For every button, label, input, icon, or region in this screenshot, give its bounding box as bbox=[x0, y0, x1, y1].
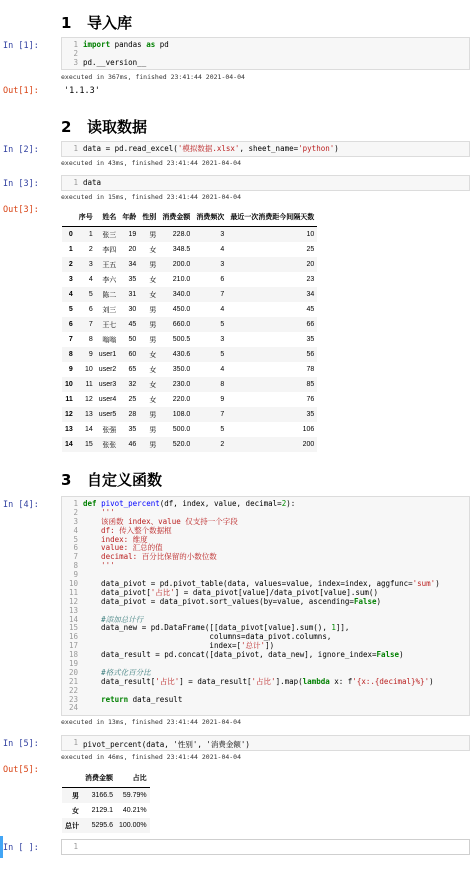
code-cell-2[interactable] bbox=[61, 141, 470, 157]
table-row bbox=[62, 362, 317, 377]
line-numbers: 1 bbox=[73, 178, 78, 187]
table-cell: 王七 bbox=[102, 321, 117, 329]
table-row bbox=[62, 287, 317, 302]
table-cell: 60 bbox=[128, 351, 137, 358]
dataframe-data bbox=[62, 208, 317, 452]
row-index: 14 bbox=[65, 441, 73, 448]
table-cell: 男 bbox=[149, 411, 157, 419]
table-cell: 85 bbox=[306, 381, 315, 388]
in-prompt-5: In [5]: bbox=[3, 739, 39, 749]
table-row bbox=[62, 332, 317, 347]
table-cell: 25 bbox=[128, 396, 137, 403]
out-prompt-3: Out[3]: bbox=[3, 205, 39, 215]
table-cell: 3 bbox=[220, 231, 225, 238]
column-header: 消费金额 bbox=[159, 208, 193, 227]
code-cell-3[interactable] bbox=[61, 175, 470, 191]
row-index: 7 bbox=[68, 336, 73, 343]
table-cell: 张张 bbox=[102, 441, 117, 449]
table-row bbox=[62, 818, 150, 833]
table-cell: 14 bbox=[85, 426, 93, 433]
row-index: 3 bbox=[68, 276, 73, 283]
row-index: 男 bbox=[72, 792, 79, 800]
table-cell: 6 bbox=[88, 306, 93, 313]
table-cell: 31 bbox=[128, 291, 137, 298]
table-cell: 65 bbox=[128, 366, 137, 373]
table-row bbox=[62, 242, 317, 257]
index-header bbox=[62, 208, 76, 227]
table-cell: 5 bbox=[220, 426, 225, 433]
table-cell: 男 bbox=[149, 321, 157, 329]
table-cell: 4 bbox=[220, 306, 225, 313]
table-cell: 35 bbox=[306, 411, 315, 418]
table-cell: 女 bbox=[149, 246, 157, 254]
code-cell-4[interactable] bbox=[61, 496, 470, 716]
code-cell-empty[interactable] bbox=[61, 839, 470, 855]
column-header: 最近一次消费距今间隔天数 bbox=[227, 208, 317, 227]
table-row bbox=[62, 317, 317, 332]
table-cell: 7 bbox=[220, 291, 225, 298]
table-cell: user4 bbox=[98, 396, 117, 403]
column-header: 姓名 bbox=[96, 208, 120, 227]
table-cell: 3 bbox=[220, 261, 225, 268]
table-cell: 200 bbox=[302, 441, 315, 448]
table-cell: 45 bbox=[306, 306, 315, 313]
table-cell: 李六 bbox=[102, 276, 117, 284]
table-header-row bbox=[62, 769, 150, 788]
table-cell: 28 bbox=[128, 411, 137, 418]
table-cell: 5 bbox=[220, 351, 225, 358]
table-cell: 40.21% bbox=[122, 807, 147, 814]
table-cell: 35 bbox=[128, 276, 137, 283]
table-cell: 19 bbox=[128, 231, 137, 238]
table-row bbox=[62, 407, 317, 422]
table-cell: 20 bbox=[306, 261, 315, 268]
table-cell: 35 bbox=[128, 426, 137, 433]
table-cell: 男 bbox=[149, 426, 157, 434]
table-cell: 56 bbox=[306, 351, 315, 358]
dataframe-pivot bbox=[62, 769, 150, 833]
table-cell: 男 bbox=[149, 231, 157, 239]
table-cell: 76 bbox=[306, 396, 315, 403]
table-cell: 男 bbox=[149, 261, 157, 269]
exec-info-2: executed in 43ms, finished 23:41:44 2021-04-04 bbox=[61, 159, 242, 167]
in-prompt-3: In [3]: bbox=[3, 179, 39, 189]
row-index: 11 bbox=[65, 396, 73, 403]
table-cell: 3166.5 bbox=[91, 792, 113, 799]
in-prompt-2: In [2]: bbox=[3, 145, 39, 155]
table-cell: 男 bbox=[149, 336, 157, 344]
row-index: 5 bbox=[68, 306, 73, 313]
row-index: 10 bbox=[65, 381, 73, 388]
row-index: 8 bbox=[68, 351, 73, 358]
table-cell: 2 bbox=[220, 441, 225, 448]
row-index: 13 bbox=[65, 426, 73, 433]
table-row bbox=[62, 422, 317, 437]
table-cell: 23 bbox=[306, 276, 315, 283]
table-cell: 50 bbox=[128, 336, 137, 343]
table-cell: 女 bbox=[149, 351, 157, 359]
table-cell: 1 bbox=[88, 231, 93, 238]
table-cell: 男 bbox=[149, 306, 157, 314]
table-cell: 女 bbox=[149, 396, 157, 404]
exec-info-5: executed in 46ms, finished 23:41:44 2021-04-04 bbox=[61, 753, 242, 761]
out-prompt-1: Out[1]: bbox=[3, 86, 39, 96]
index-header bbox=[62, 769, 82, 788]
table-cell: 4 bbox=[220, 246, 225, 253]
table-cell: user2 bbox=[98, 366, 117, 373]
table-cell: 15 bbox=[85, 441, 93, 448]
column-header: 占比 bbox=[116, 769, 150, 788]
table-cell: 78 bbox=[306, 366, 315, 373]
table-cell: 500.0 bbox=[172, 426, 191, 433]
table-cell: 350.0 bbox=[172, 366, 191, 373]
column-header: 性别 bbox=[139, 208, 159, 227]
table-cell: 女 bbox=[149, 366, 157, 374]
table-row bbox=[62, 227, 317, 243]
code-cell-5[interactable] bbox=[61, 735, 470, 751]
in-prompt-4: In [4]: bbox=[3, 500, 39, 510]
table-cell: 王五 bbox=[102, 261, 117, 269]
row-index: 总计 bbox=[65, 822, 79, 830]
table-cell: 李四 bbox=[102, 246, 117, 254]
table-cell: user1 bbox=[98, 351, 117, 358]
row-index: 4 bbox=[68, 291, 73, 298]
table-cell: 520.0 bbox=[172, 441, 191, 448]
table-cell: 106 bbox=[302, 426, 315, 433]
table-cell: 450.0 bbox=[172, 306, 191, 313]
output-version: '1.1.3' bbox=[64, 86, 100, 96]
table-cell: 7 bbox=[220, 411, 225, 418]
table-cell: 45 bbox=[128, 321, 137, 328]
table-cell: 46 bbox=[128, 441, 137, 448]
line-numbers: 1 bbox=[73, 144, 78, 153]
code-editor[interactable]: import pandas as pd pd.__version__ bbox=[83, 40, 169, 67]
table-cell: 100.00% bbox=[119, 822, 147, 829]
exec-info-1: executed in 367ms, finished 23:41:44 2021-04-04 bbox=[61, 73, 245, 81]
row-index: 2 bbox=[68, 261, 73, 268]
code-editor[interactable]: data = pd.read_excel('模拟数据.xlsx', sheet_name='python') bbox=[83, 144, 339, 153]
heading-read-data: 2 读取数据 bbox=[61, 118, 148, 136]
table-row bbox=[62, 392, 317, 407]
column-header: 年龄 bbox=[119, 208, 139, 227]
table-cell: 8 bbox=[220, 381, 225, 388]
table-cell: 430.6 bbox=[172, 351, 191, 358]
table-cell: 5 bbox=[88, 291, 93, 298]
table-cell: 张强 bbox=[102, 426, 117, 434]
table-cell: 女 bbox=[149, 276, 157, 284]
table-cell: 20 bbox=[128, 246, 137, 253]
exec-info-4: executed in 13ms, finished 23:41:44 2021-04-04 bbox=[61, 718, 242, 726]
heading-import-libs: 1 导入库 bbox=[61, 14, 133, 32]
table-row bbox=[62, 302, 317, 317]
table-row bbox=[62, 377, 317, 392]
table-cell: user5 bbox=[98, 411, 117, 418]
table-cell: 66 bbox=[306, 321, 315, 328]
line-numbers: 1 bbox=[73, 738, 78, 747]
table-cell: user3 bbox=[98, 381, 117, 388]
code-editor[interactable]: pivot_percent(data, '性别', '消费金额') bbox=[83, 740, 250, 749]
table-cell: 230.0 bbox=[172, 381, 191, 388]
table-cell: 200.0 bbox=[172, 261, 191, 268]
code-cell-1[interactable] bbox=[61, 37, 470, 70]
table-cell: 25 bbox=[306, 246, 315, 253]
table-cell: 220.0 bbox=[172, 396, 191, 403]
table-cell: 嗡嗡 bbox=[102, 336, 117, 344]
row-index: 6 bbox=[68, 321, 73, 328]
table-cell: 10 bbox=[85, 366, 93, 373]
column-header: 序号 bbox=[76, 208, 96, 227]
table-cell: 2129.1 bbox=[91, 807, 113, 814]
table-cell: 11 bbox=[85, 381, 93, 388]
table-cell: 210.0 bbox=[172, 276, 191, 283]
table-cell: 女 bbox=[149, 291, 157, 299]
table-cell: 男 bbox=[149, 441, 157, 449]
table-cell: 59.79% bbox=[122, 792, 147, 799]
row-index: 女 bbox=[72, 807, 79, 815]
table-row bbox=[62, 437, 317, 452]
table-cell: 女 bbox=[149, 381, 157, 389]
table-cell: 3 bbox=[88, 261, 93, 268]
table-cell: 340.0 bbox=[172, 291, 191, 298]
table-cell: 12 bbox=[85, 396, 93, 403]
table-cell: 5295.6 bbox=[91, 822, 113, 829]
table-row bbox=[62, 347, 317, 362]
table-row bbox=[62, 257, 317, 272]
table-cell: 8 bbox=[88, 336, 93, 343]
table-cell: 4 bbox=[88, 276, 93, 283]
table-cell: 30 bbox=[128, 306, 137, 313]
table-cell: 9 bbox=[220, 396, 225, 403]
column-header: 消费金额 bbox=[82, 769, 116, 788]
table-cell: 13 bbox=[85, 411, 93, 418]
row-index: 12 bbox=[65, 411, 73, 418]
table-cell: 108.0 bbox=[172, 411, 191, 418]
code-editor[interactable]: data bbox=[83, 178, 102, 187]
in-prompt-empty: In [ ]: bbox=[3, 843, 39, 853]
row-index: 1 bbox=[68, 246, 73, 253]
table-cell: 10 bbox=[306, 231, 315, 238]
table-cell: 2 bbox=[88, 246, 93, 253]
code-editor[interactable]: def pivot_percent(df, index, value, decimal=2): ''' 该函数 index、value 仅支持一个字段 df: 传入整个数据框 index: 维度 value: 汇总的值 decimal: 百分比保留的小数位数 ''' data_pivot = pd.pivot_table(data, values=value, index=index, aggfunc='sum') data_pivot['占比'] = data_pivot[value]/data_pivot[value].sum() data_pivot = data_pivot.sort_values(by=value, ascending=False) #添加总计行 data_new = pd.DataFrame([[data_pivot[value].sum(), 1]], columns=data_pivot.columns, index=['总计']) data_result = pd.concat([data_pivot, data_new], ignore_index=False) #格式化百分比 data_result['占比'] = data_result['占比'].map(lambda x: f'{x:.{decimal}%}') return data_result bbox=[83, 499, 440, 704]
out-prompt-5: Out[5]: bbox=[3, 765, 39, 775]
exec-info-3: executed in 15ms, finished 23:41:44 2021-04-04 bbox=[61, 193, 242, 201]
table-cell: 32 bbox=[128, 381, 137, 388]
table-header-row bbox=[62, 208, 317, 227]
table-cell: 6 bbox=[220, 276, 225, 283]
row-index: 0 bbox=[68, 231, 73, 238]
line-numbers: 1 bbox=[73, 842, 78, 851]
heading-custom-function: 3 自定义函数 bbox=[61, 471, 163, 489]
table-row bbox=[62, 803, 150, 818]
table-cell: 刘三 bbox=[102, 306, 117, 314]
table-row bbox=[62, 272, 317, 287]
in-prompt-1: In [1]: bbox=[3, 41, 39, 51]
table-cell: 5 bbox=[220, 321, 225, 328]
table-cell: 9 bbox=[88, 351, 93, 358]
line-numbers: 1 2 3 4 5 6 7 8 9 10 11 12 13 14 15 16 17 18 19 20 21 22 23 24 bbox=[68, 499, 78, 713]
row-index: 9 bbox=[68, 366, 73, 373]
table-cell: 35 bbox=[306, 336, 315, 343]
table-cell: 660.0 bbox=[172, 321, 191, 328]
table-cell: 陈二 bbox=[102, 291, 117, 299]
table-row bbox=[62, 788, 150, 804]
table-cell: 348.5 bbox=[172, 246, 191, 253]
table-cell: 34 bbox=[128, 261, 137, 268]
line-numbers: 1 2 3 bbox=[73, 40, 78, 67]
column-header: 消费频次 bbox=[193, 208, 227, 227]
table-cell: 7 bbox=[88, 321, 93, 328]
table-cell: 228.0 bbox=[172, 231, 191, 238]
table-cell: 3 bbox=[220, 336, 225, 343]
table-cell: 500.5 bbox=[172, 336, 191, 343]
table-cell: 34 bbox=[306, 291, 315, 298]
table-cell: 4 bbox=[220, 366, 225, 373]
table-cell: 张三 bbox=[102, 231, 117, 239]
